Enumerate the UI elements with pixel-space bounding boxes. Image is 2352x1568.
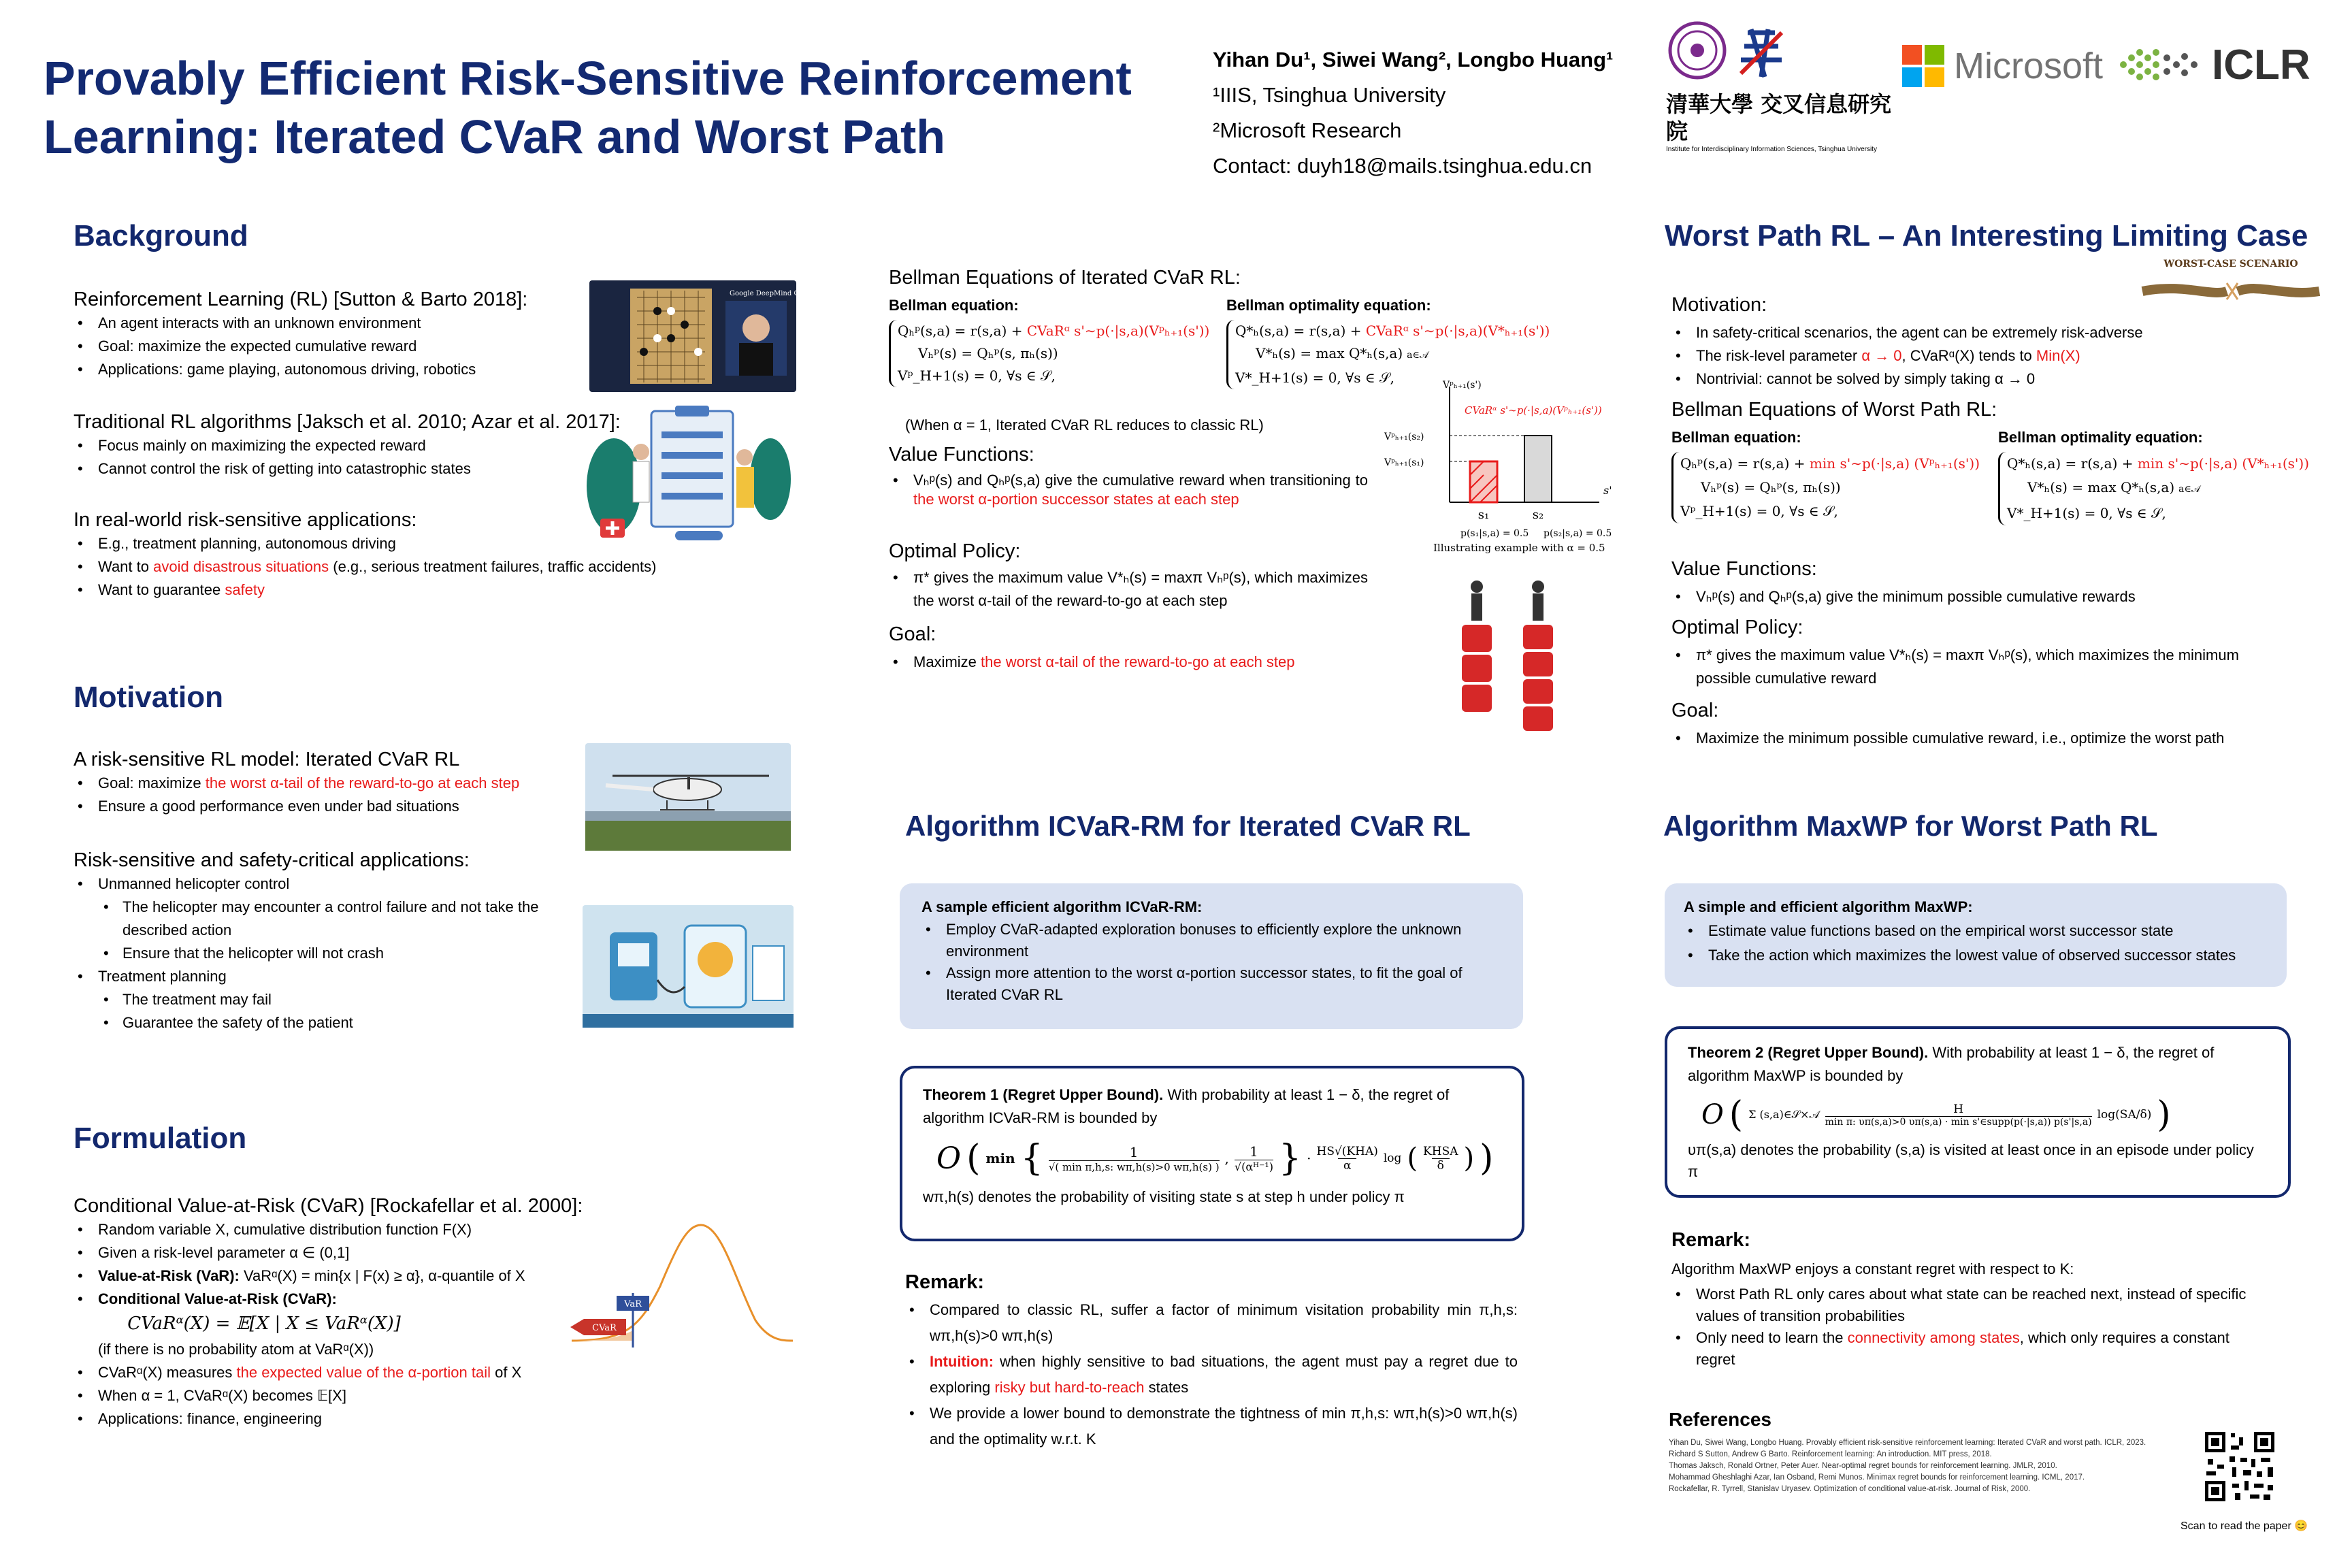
text: V*ₕ(s) = max Q*ₕ(s,a)	[2027, 479, 2175, 495]
bold-label: Value-at-Risk (VaR):	[98, 1267, 244, 1284]
maxwp-summary-box	[1665, 883, 2287, 987]
value-functions-heading: Value Functions:	[889, 444, 1034, 466]
illustration-caption: Illustrating example with α = 0.5	[1433, 542, 1605, 554]
highlight: safety	[225, 581, 265, 598]
worst-bellman-equations	[1671, 452, 2012, 523]
list-item: • Employ CVaR-adapted exploration bonuses to efficiently explore the unknown environment	[921, 919, 1501, 962]
text: , CVaRᵅ(X) tends to	[1901, 347, 2036, 364]
numerator: KHSA	[1423, 1144, 1458, 1158]
cvar-annotation: CVaRᵅ s'∼p(·|s,a)(Vᵖₕ₊₁(s'))	[1465, 404, 1602, 416]
worst-value-heading: Value Functions:	[1671, 558, 1817, 580]
rl-heading: Reinforcement Learning (RL) [Sutton & Barto 2018]:	[74, 289, 528, 310]
text: V*ₕ(s) = max Q*ₕ(s,a)	[1256, 345, 1403, 361]
list-item: • The helicopter may encounter a control failure and not take the described action	[74, 896, 577, 942]
text: The risk-level parameter	[1696, 347, 1862, 364]
atom-note: (if there is no probability atom at VaRᵅ(X))	[98, 1341, 374, 1358]
list-item	[74, 555, 822, 578]
denominator: δ	[1432, 1158, 1450, 1173]
rl-list	[74, 312, 564, 381]
list-item: • Cannot control the risk of getting into catastrophic states	[74, 457, 591, 480]
list-item	[1671, 344, 2311, 368]
list-item: • Vₕᵖ(s) and Qₕᵖ(s,a) give the minimum possible cumulative rewards	[1671, 585, 2311, 608]
applications-heading: Risk-sensitive and safety-critical applications:	[74, 849, 470, 871]
value-functions-list	[889, 471, 1368, 509]
eq-v-star	[2007, 476, 2338, 502]
fraction-3	[1317, 1145, 1378, 1173]
cvar-distribution-figure	[565, 1211, 796, 1361]
list-item	[889, 471, 1368, 509]
icvar-summary-box	[900, 883, 1523, 1029]
list-item: • Take the action which maximizes the lowest value of observed successor states	[1684, 943, 2268, 968]
highlight: avoid disastrous situations	[153, 558, 329, 575]
text: states	[1144, 1379, 1189, 1396]
reference-item: Yihan Du, Siwei Wang, Longbo Huang. Provably efficient risk-sensitive reinforcement learning: Iterated CVaR and worst path. ICLR, 2023.	[1669, 1439, 2146, 1447]
list-item: • Given a risk-level parameter α ∈ (0,1]	[74, 1241, 672, 1264]
formulation-title: Formulation	[74, 1122, 247, 1155]
bellman-equation-block	[889, 297, 1256, 387]
worst-path-title: Worst Path RL – An Interesting Limiting Case	[1665, 219, 2308, 252]
highlight: connectivity among states	[1847, 1329, 2020, 1346]
min-term: min s'∼p(·|s,a) (V*ₕ₊₁(s'))	[2137, 455, 2310, 472]
list-item: • When α = 1, CVaRᵅ(X) becomes 𝔼[X]	[74, 1384, 672, 1407]
real-world-list	[74, 532, 822, 602]
iclr-logo	[2117, 34, 2334, 95]
eq-q	[1680, 452, 2012, 476]
intuition-label: Intuition:	[930, 1353, 994, 1370]
eq-terminal-star: V*_H+1(s) = 0, ∀s ∈ 𝒮,	[1235, 370, 1394, 386]
highlight: α → 0	[1861, 347, 1902, 364]
text: (e.g., serious treatment failures, traffic accidents)	[329, 558, 657, 575]
distribution-curve	[565, 1211, 796, 1361]
text: CVaRᵅ(X) measures	[98, 1364, 237, 1381]
text: , which only requires a constant regret	[1696, 1329, 2230, 1368]
maxwp-remark-list	[1671, 1284, 2257, 1371]
fraction-2	[1235, 1143, 1273, 1173]
motivation-title: Motivation	[74, 681, 223, 714]
bold-label: Conditional Value-at-Risk (CVaR):	[98, 1290, 337, 1307]
list-item: • π* gives the maximum value V*ₕ(s) = maxπ Vₕᵖ(s), which maximizes the minimum possible cumulative reward	[1671, 644, 2298, 690]
list-item	[74, 1361, 672, 1384]
y-axis-label: Vᵖₕ₊₁(s')	[1443, 380, 1482, 391]
eq-v-star	[1235, 342, 1567, 367]
list-item: • Estimate value functions based on the empirical worst successor state	[1684, 919, 2268, 943]
icvar-box-list	[921, 919, 1501, 1006]
bellman-optimality-title: Bellman optimality equation:	[1226, 297, 1431, 314]
qr-code-icon	[2202, 1429, 2277, 1504]
list-item: • Applications: finance, engineering	[74, 1407, 672, 1431]
highlight: the worst α-tail of the reward-to-go at each step	[205, 774, 520, 791]
list-item: • Maximize the minimum possible cumulative reward, i.e., optimize the worst path	[1671, 727, 2311, 750]
theorem-1-bound: O ( min { 1 √( min π,h,s: wπ,h(s)>0 wπ,h(s) ) , 1 √(αᴴ⁻¹) } · HS√(KHA) α log ( KHSA δ ) )	[936, 1138, 1494, 1179]
v-s1-label: Vᵖₕ₊₁(s₁)	[1384, 457, 1424, 468]
list-item: • Unmanned helicopter control	[74, 872, 577, 896]
list-item	[74, 772, 591, 795]
fraction-4	[1423, 1145, 1458, 1173]
applications-list	[74, 872, 577, 896]
highlight: Min(X)	[2036, 347, 2080, 364]
list-item: • Ensure a good performance even under bad situations	[74, 795, 591, 818]
worst-policy-list	[1671, 644, 2298, 690]
reference-item: Rockafellar, R. Tyrrell, Stanislav Uryasev. Optimization of conditional value-at-risk. Journal of Risk, 2000.	[1669, 1485, 2031, 1493]
list-item: • Treatment planning	[74, 965, 577, 988]
denominator: min π: υπ(s,a)>0 υπ(s,a) · min s'∈supp(p(·|s,a)) p(s'|s,a)	[1825, 1116, 2092, 1128]
optimal-policy-heading: Optimal Policy:	[889, 540, 1021, 562]
highlight: the expected value of the α-portion tail	[236, 1364, 491, 1381]
theorem-label: Theorem 2 (Regret Upper Bound).	[1688, 1044, 1929, 1061]
list-item: • Guarantee the safety of the patient	[74, 1011, 577, 1034]
real-world-heading: In real-world risk-sensitive applications:	[74, 509, 417, 531]
denominator: √( min π,h,s: wπ,h(s)>0 wπ,h(s) )	[1048, 1160, 1220, 1173]
list-item	[889, 651, 1368, 674]
list-item	[1671, 1327, 2257, 1371]
maxwp-box-heading: A simple and efficient algorithm MaxWP:	[1684, 898, 1973, 915]
worst-case-rope-icon	[2142, 256, 2319, 314]
v-definition: υπ(s,a) denotes the probability (s,a) is visited at least once in an episode under policy π	[1688, 1141, 2254, 1180]
worst-goal-list	[1671, 727, 2311, 750]
cvar-term: CVaRᵅ s'∼p(·|s,a)(V*ₕ₊₁(s'))	[1365, 323, 1550, 339]
helicopter-image	[585, 743, 791, 851]
worst-motivation-heading: Motivation:	[1671, 294, 1767, 316]
eq-terminal-star: V*_H+1(s) = 0, ∀s ∈ 𝒮,	[2007, 505, 2166, 521]
highlight: risky but hard-to-reach	[994, 1379, 1145, 1396]
references-list	[1669, 1437, 2159, 1495]
list-item: • An agent interacts with an unknown environment	[74, 312, 564, 335]
cvar-heading: Conditional Value-at-Risk (CVaR) [Rockafellar et al. 2000]:	[74, 1195, 583, 1217]
text: when highly sensitive to bad situations, the agent must pay a regret due to exploring	[930, 1353, 1518, 1396]
reference-item: Thomas Jaksch, Ronald Ortner, Peter Auer. Near-optimal regret bounds for reinforcement learning. JMLR, 2010.	[1669, 1462, 2057, 1470]
numerator: HS√(KHA)	[1316, 1144, 1378, 1158]
maxwp-title: Algorithm MaxWP for Worst Path RL	[1663, 810, 2158, 842]
list-item: • In safety-critical scenarios, the agent can be extremely risk-adverse	[1671, 321, 2311, 344]
s2-label: s₂	[1532, 508, 1544, 522]
icvar-title: Algorithm ICVaR-RM for Iterated CVaR RL	[905, 810, 1471, 842]
text: Goal: maximize	[98, 774, 206, 791]
list-item: • π* gives the maximum value V*ₕ(s) = maxπ Vₕᵖ(s), which maximizes the worst α-tail of the reward-to-go at each step	[889, 566, 1368, 612]
text: With probability at least 1 − δ, the regret of algorithm MaxWP is bounded by	[1688, 1044, 2215, 1084]
reference-item: Richard S Sutton, Andrew G Barto. Reinforcement learning: An introduction. MIT press, 2018.	[1669, 1450, 1992, 1458]
theorem-2-bound: O ( Σ (s,a)∈𝒮×𝒜 H min π: υπ(s,a)>0 υπ(s,a) · min s'∈supp(p(·|s,a)) p(s'|s,a) log(SA/δ) )	[1701, 1094, 2171, 1135]
max-subscript: a∈𝒜	[2178, 484, 2201, 495]
list-item: • The treatment may fail	[74, 988, 577, 1011]
eq-q	[898, 320, 1256, 342]
cvar-label: CVaR	[592, 1323, 617, 1333]
icvar-remark-heading: Remark:	[905, 1271, 985, 1293]
sum-operator: Σ (s,a)∈𝒮×𝒜	[1748, 1108, 1820, 1121]
list-item: • Focus mainly on maximizing the expected reward	[74, 434, 591, 457]
medical-devices-image	[583, 905, 794, 1028]
iclr-dots-icon	[2117, 37, 2205, 92]
goal-list	[889, 651, 1368, 674]
motivation-list	[74, 772, 591, 818]
text: Q*ₕ(s,a) = r(s,a) +	[1235, 323, 1366, 339]
goal-heading: Goal:	[889, 623, 936, 645]
icvar-remark-list	[905, 1297, 1518, 1452]
treatment-list	[74, 965, 577, 988]
numerator: 1	[1250, 1143, 1258, 1160]
text: Q*ₕ(s,a) = r(s,a) +	[2007, 455, 2138, 472]
maxwp-remark-heading: Remark:	[1671, 1229, 1751, 1251]
microsoft-wordmark: Microsoft	[1954, 46, 2104, 86]
fraction-1	[1049, 1144, 1220, 1173]
microsoft-squares-icon	[1902, 45, 1944, 87]
denominator: α	[1338, 1158, 1356, 1173]
worst-goal-heading: Goal:	[1671, 700, 1719, 721]
theorem-2-box	[1665, 1026, 2291, 1198]
text: Qₕᵖ(s,a) = r(s,a) +	[898, 323, 1027, 339]
theorem-1-box	[900, 1066, 1524, 1241]
text: With probability at least 1 − δ, the regret of algorithm ICVaR-RM is bounded by	[923, 1086, 1450, 1126]
p-s1-label: p(s₁|s,a) = 0.5	[1460, 528, 1529, 539]
text: of X	[491, 1364, 522, 1381]
theorem-1-statement	[923, 1083, 1501, 1130]
bound-fraction	[1825, 1102, 2092, 1128]
maxwp-box-list	[1684, 919, 2268, 968]
v-s2-label: Vᵖₕ₊₁(s₂)	[1384, 431, 1424, 442]
numerator: 1	[1129, 1143, 1139, 1160]
worst-bellman-title: Bellman equation:	[1671, 429, 1801, 446]
min-operator: min	[985, 1150, 1015, 1166]
text: Want to	[98, 558, 154, 575]
worst-value-list	[1671, 585, 2311, 608]
list-item: • Applications: game playing, autonomous driving, robotics	[74, 358, 564, 381]
text: Qₕᵖ(s,a) = r(s,a) +	[1680, 455, 1810, 472]
bar-s2	[1524, 436, 1552, 502]
list-item: • Assign more attention to the worst α-portion successor states, to fit the goal of Iterated CVaR RL	[921, 962, 1501, 1006]
iclr-wordmark: ICLR	[2212, 41, 2310, 88]
bellman-equation-title: Bellman equation:	[889, 297, 1019, 314]
banner-text: WORST-CASE SCENARIO	[2163, 259, 2298, 270]
x-axis-label: s'	[1603, 484, 1612, 497]
classic-rl-note: (When α = 1, Iterated CVaR RL reduces to classic RL)	[905, 416, 1264, 434]
eq-v: Vₕᵖ(s) = Qₕᵖ(s, πₕ(s))	[918, 345, 1058, 361]
risk-dice-image	[1443, 577, 1572, 734]
p-s2-label: p(s₂|s,a) = 0.5	[1544, 528, 1612, 539]
motivation-heading: A risk-sensitive RL model: Iterated CVaR RL	[74, 749, 460, 770]
bar-s1	[1470, 461, 1497, 502]
maxwp-remark-intro: Algorithm MaxWP enjoys a constant regret with respect to K:	[1671, 1260, 2074, 1277]
worst-case-banner	[2142, 256, 2319, 314]
worst-policy-heading: Optimal Policy:	[1671, 617, 1803, 638]
list-item: • Random variable X, cumulative distribution function F(X)	[74, 1218, 672, 1241]
worst-bellman-heading: Bellman Equations of Worst Path RL:	[1671, 399, 1997, 421]
authors: Yihan Du¹, Siwei Wang², Longbo Huang¹	[1213, 48, 1614, 71]
list-item: • Worst Path RL only cares about what state can be reached next, instead of specific values of transition probabilities	[1671, 1284, 2257, 1327]
worst-bellman-block	[1671, 429, 2012, 523]
affiliation-1: ¹IIIS, Tsinghua University	[1213, 83, 1446, 107]
worst-motivation-list	[1671, 321, 2311, 391]
log-term: log(SA/δ)	[2097, 1108, 2152, 1122]
poster-title: Provably Efficient Risk-Sensitive Reinforcement Learning: Iterated CVaR and Worst Path	[44, 52, 1132, 163]
highlight: the worst α-portion successor states at each step	[913, 491, 1239, 508]
worst-optimality-equations	[1998, 452, 2338, 525]
tsinghua-seal-icon	[1666, 19, 1802, 87]
cvar-term: CVaRᵅ s'∼p(·|s,a)(Vᵖₕ₊₁(s'))	[1026, 323, 1210, 339]
eq-v: Vₕᵖ(s) = Qₕᵖ(s, πₕ(s))	[1701, 479, 1841, 495]
author-block	[1213, 42, 1613, 184]
text: VaRᵅ(X) = min{x | F(x) ≥ α}, α-quantile of X	[243, 1267, 525, 1284]
bellman-heading: Bellman Equations of Iterated CVaR RL:	[889, 267, 1241, 289]
cvar-bar-illustration	[1382, 373, 1654, 564]
traditional-heading: Traditional RL algorithms [Jaksch et al. 2010; Azar et al. 2017]:	[74, 411, 621, 433]
affiliation-2: ²Microsoft Research	[1213, 118, 1402, 142]
var-label: VaR	[624, 1299, 642, 1309]
list-item: • We provide a lower bound to demonstrate the tightness of min π,h,s: wπ,h(s)>0 wπ,h(s) and the optimality w.r.t. K	[905, 1401, 1518, 1452]
bellman-equations	[889, 320, 1256, 387]
text: Want to guarantee	[98, 581, 225, 598]
eq-terminal: Vᵖ_H+1(s) = 0, ∀s ∈ 𝒮,	[898, 368, 1056, 384]
icvar-box-heading: A sample efficient algorithm ICVaR-RM:	[921, 898, 1203, 915]
helicopter-sublist	[74, 896, 577, 965]
text: Vₕᵖ(s) and Qₕᵖ(s,a) give the cumulative reward when transitioning to	[913, 472, 1368, 489]
text: Maximize	[913, 653, 981, 670]
numerator: H	[1953, 1102, 1964, 1116]
tsinghua-en-name: Institute for Interdisciplinary Information Sciences, Tsinghua University	[1666, 146, 1877, 153]
microsoft-logo	[1902, 42, 2113, 90]
eq-terminal: Vᵖ_H+1(s) = 0, ∀s ∈ 𝒮,	[1680, 503, 1838, 519]
eq-q-star	[1235, 320, 1567, 342]
optimal-policy-list	[889, 566, 1368, 612]
worst-optimality-block	[1998, 429, 2338, 525]
denominator: √(αᴴ⁻¹)	[1234, 1160, 1274, 1173]
tsinghua-logo	[1666, 19, 1897, 153]
theorem-label: Theorem 1 (Regret Upper Bound).	[923, 1086, 1164, 1103]
reference-item: Mohammad Gheshlaghi Azar, Ian Osband, Remi Munos. Minimax regret bounds for reinforcement learning. ICML, 2017.	[1669, 1473, 2085, 1482]
medical-devices-icon	[583, 905, 794, 1028]
list-item: • Goal: maximize the expected cumulative reward	[74, 335, 564, 358]
cvar-illustration	[1382, 373, 1654, 564]
treatment-plan-image	[587, 404, 791, 544]
clipboard-doctors-icon	[587, 404, 791, 544]
background-title: Background	[74, 219, 248, 252]
text: Only need to learn the	[1696, 1329, 1848, 1346]
max-subscript: a∈𝒜	[1407, 350, 1429, 361]
highlight: the worst α-tail of the reward-to-go at each step	[981, 653, 1295, 670]
list-item	[74, 578, 822, 602]
treatment-sublist	[74, 988, 577, 1034]
qr-code[interactable]	[2202, 1429, 2277, 1504]
worst-optimality-title: Bellman optimality equation:	[1998, 429, 2203, 446]
theorem-2-statement	[1688, 1041, 2268, 1088]
cvar-equation: CVaRᵅ(X) = 𝔼[X | X ≤ VaRᵅ(X)]	[127, 1313, 401, 1334]
eq-q-star	[2007, 452, 2338, 476]
helicopter-icon	[585, 743, 791, 851]
list-item: • E.g., treatment planning, autonomous driving	[74, 532, 822, 555]
deepmind-label: Google DeepMind Challenge Match	[730, 290, 853, 297]
list-item: • Ensure that the helicopter will not crash	[74, 942, 577, 965]
contact: Contact: duyh18@mails.tsinghua.edu.cn	[1213, 154, 1592, 178]
go-board-icon	[589, 280, 853, 392]
list-item: • Compared to classic RL, suffer a factor of minimum visitation probability min π,h,s: wπ,h(s)>0 wπ,h(s)	[905, 1297, 1518, 1349]
min-term: min s'∼p(·|s,a) (Vᵖₕ₊₁(s'))	[1809, 455, 1980, 472]
risk-dice-icon	[1443, 577, 1572, 734]
tsinghua-cn-name: 清華大學 交叉信息研究院	[1666, 91, 1892, 144]
log-operator: log	[1383, 1152, 1402, 1165]
traditional-list	[74, 434, 591, 480]
s1-label: s₁	[1477, 508, 1490, 522]
list-item	[905, 1349, 1518, 1401]
alphago-image	[589, 280, 853, 392]
scan-caption: Scan to read the paper 😊	[2180, 1520, 2308, 1532]
list-item: • Nontrivial: cannot be solved by simply taking α → 0	[1671, 368, 2311, 391]
references-heading: References	[1669, 1409, 1771, 1430]
w-definition: wπ,h(s) denotes the probability of visiting state s at step h under policy π	[923, 1188, 1405, 1205]
